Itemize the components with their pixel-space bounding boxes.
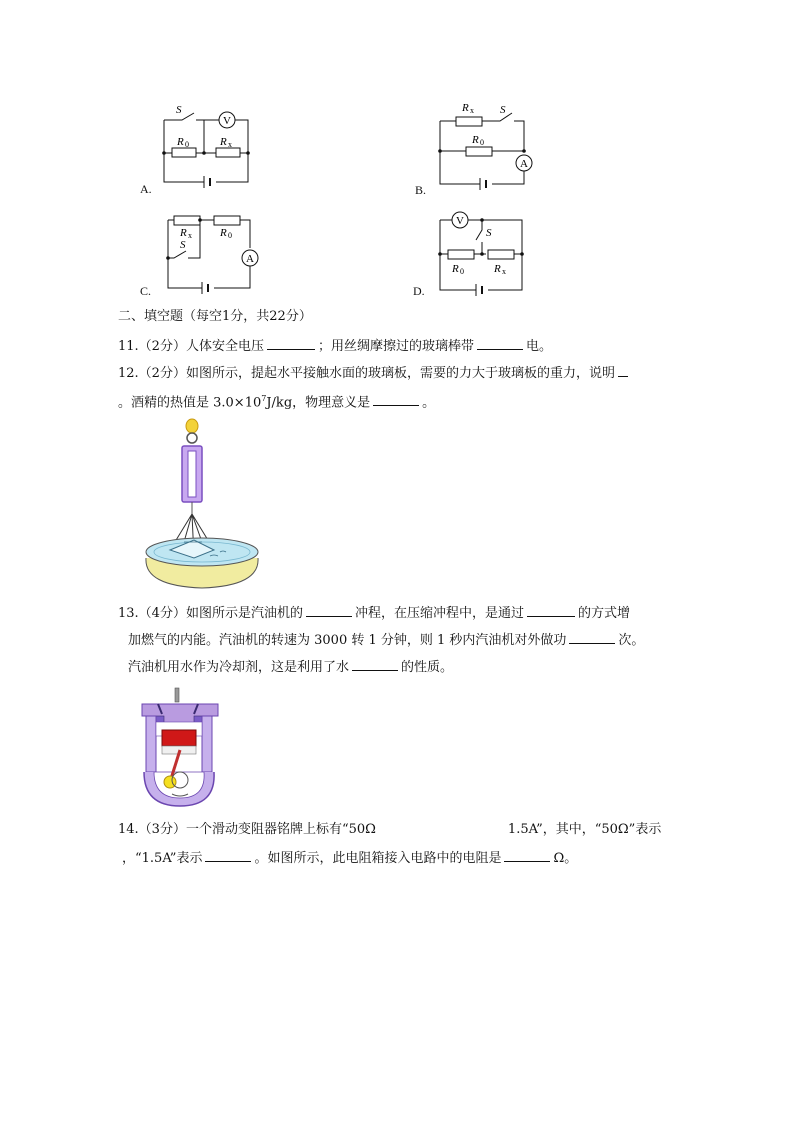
- svg-text:R: R: [452, 263, 459, 275]
- svg-text:S: S: [486, 227, 492, 239]
- question-12-line-1: 12.（2分）如图所示，提起水平接触水面的玻璃板，需要的力大于玻璃板的重力，说明: [118, 364, 631, 382]
- question-14-line-1: 14.（3分）一个滑动变阻器铭牌上标有“50Ω 1.5A”，其中，“50Ω”表示: [118, 822, 662, 837]
- svg-text:0: 0: [185, 140, 189, 149]
- svg-text:R: R: [180, 227, 187, 239]
- question-13-line-2: 加燃气的内能。汽油机的转速为 3000 转 1 分钟，则 1 秒内汽油机对外做功 次。: [128, 633, 645, 648]
- circuit-d: [436, 206, 536, 298]
- svg-text:0: 0: [460, 267, 464, 276]
- answer-blank[interactable]: [618, 364, 628, 377]
- svg-text:R: R: [220, 136, 227, 148]
- svg-text:x: x: [502, 267, 506, 276]
- gasoline-engine-figure: [138, 686, 228, 808]
- svg-text:V: V: [456, 215, 464, 227]
- answer-blank[interactable]: [569, 631, 615, 644]
- answer-blank[interactable]: [306, 604, 352, 617]
- option-d-label: D.: [413, 284, 425, 298]
- svg-text:x: x: [228, 140, 232, 149]
- answer-blank[interactable]: [352, 658, 398, 671]
- answer-blank[interactable]: [205, 849, 251, 862]
- question-12-line-2: 。酒精的热值是 $3.0\times 10^7J/kg$，物理意义是 。: [118, 394, 436, 411]
- section-title: 二、填空题（每空1分，共22分）: [118, 309, 312, 324]
- answer-blank[interactable]: [373, 393, 419, 406]
- svg-text:A: A: [246, 253, 254, 265]
- question-11: 11.（2分）人体安全电压 ；用丝绸摩擦过的玻璃棒带 电。: [118, 339, 552, 354]
- svg-text:x: x: [470, 106, 474, 115]
- answer-blank[interactable]: [504, 849, 550, 862]
- option-b-label: B.: [415, 183, 427, 197]
- spring-scale-glass-plate-figure: [140, 418, 265, 590]
- switch-label: S: [176, 104, 182, 116]
- svg-text:R: R: [472, 134, 479, 146]
- answer-blank[interactable]: [527, 604, 575, 617]
- answer-blank[interactable]: [267, 337, 315, 350]
- question-13-line-1: 13.（4分）如图所示是汽油机的 冲程，在压缩冲程中，是通过 的方式增: [118, 606, 630, 621]
- svg-text:R: R: [494, 263, 501, 275]
- option-c-label: C.: [140, 284, 152, 298]
- svg-text:S: S: [180, 239, 186, 251]
- option-a-label: A.: [140, 182, 152, 196]
- svg-text:R: R: [462, 102, 469, 114]
- question-13-line-3: 汽油机用水作为冷却剂，这是利用了水 的性质。: [128, 660, 454, 675]
- circuit-a: [160, 100, 260, 190]
- voltmeter-symbol: V: [223, 115, 231, 127]
- svg-text:x: x: [188, 231, 192, 240]
- svg-text:0: 0: [228, 231, 232, 240]
- answer-blank[interactable]: [477, 337, 523, 350]
- svg-text:S: S: [500, 104, 506, 116]
- question-14-line-2: ，“1.5A”表示 。如图所示，此电阻箱接入电路中的电阻是 Ω。: [122, 851, 578, 866]
- svg-text:R: R: [177, 136, 184, 148]
- svg-text:R: R: [220, 227, 227, 239]
- circuit-c: [160, 208, 265, 298]
- ammeter-symbol: A: [520, 158, 528, 170]
- circuit-b: [436, 96, 546, 191]
- svg-text:0: 0: [480, 138, 484, 147]
